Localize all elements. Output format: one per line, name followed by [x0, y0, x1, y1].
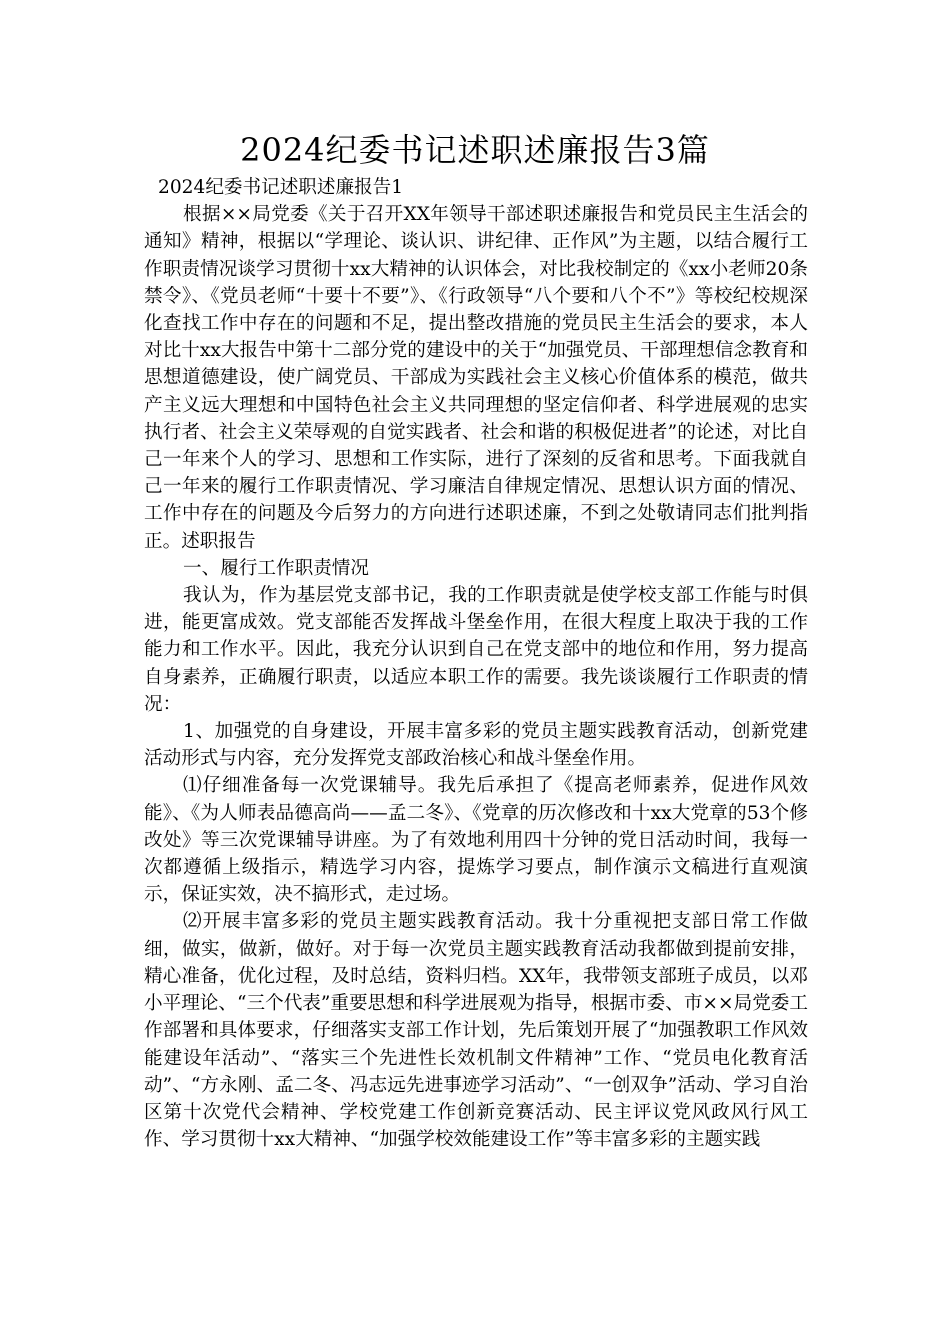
document-body [144, 174, 808, 1153]
paragraph-item-1-1: ⑴仔细准备每一次党课辅导。我先后承担了《提高老师素养，促进作风效能》、《为人师表品德高尚——孟二冬》、《党章的历次修改和十xx大党章的53个修改处》等三次党课辅导讲座。为了有效地利用四十分钟的党日活动时间，我每一次都遵循上级指示，精选学习内容，提炼学习要点，制作演示文稿进行直观演示，保证实效，决不搞形式，走过场。 [144, 775, 808, 906]
paragraph-duties: 我认为，作为基层党支部书记，我的工作职责就是使学校支部工作能与时俱进，能更富成效。党支部能否发挥战斗堡垒作用，在很大程度上取决于我的工作能力和工作水平。因此，我充分认识到自己在党支部中的地位和作用，努力提高自身素养，正确履行职责，以适应本职工作的需要。我先谈谈履行工作职责的情况： [144, 585, 808, 715]
document-title: 2024纪委书记述职述廉报告3篇 [240, 131, 710, 169]
paragraph-item-1-2: ⑵开展丰富多彩的党员主题实践教育活动。我十分重视把支部日常工作做细，做实，做新，做好。对于每一次党员主题实践教育活动我都做到提前安排，精心准备，优化过程，及时总结，资料归档。XX年，我带领支部班子成员，以邓小平理论、“三个代表”重要思想和科学进展观为指导，根据市委、市××局党委工作部署和具体要求，仔细落实支部工作计划，先后策划开展了“加强教职工作风效能建设年活动”、“落实三个先进性长效机制文件精神”工作、“党员电化教育活动”、“方永刚、孟二冬、冯志远先进事迹学习活动”、“一创双争”活动、学习自治区第十次党代会精神、学校党建工作创新竞赛活动、民主评议党风政风行风工作、学习贯彻十xx大精神、“加强学校效能建设工作”等丰富多彩的主题实践 [144, 911, 808, 1151]
report-subtitle: 2024纪委书记述职述廉报告1 [158, 177, 404, 198]
paragraph-item-1: 1、加强党的自身建设，开展丰富多彩的党员主题实践教育活动，创新党建活动形式与内容，充分发挥党支部政治核心和战斗堡垒作用。 [144, 721, 808, 770]
section-heading-duties: 一、履行工作职责情况 [183, 557, 369, 579]
paragraph-intro: 根据××局党委《关于召开XX年领导干部述职述廉报告和党员民主生活会的通知》精神，根据以“学理论、谈认识、讲纪律、正作风”为主题，以结合履行工作职责情况谈学习贯彻十xx大精神的认识体会，对比我校制定的《xx小老师20条禁令》、《党员老师“十要十不要”》、《行政领导“八个要和八个不”》等校纪校规深化查找工作中存在的问题和不足，提出整改措施的党员民主生活会的要求，本人对比十xx大报告中第十二部分党的建设中的关于“加强党员、干部理想信念教育和思想道德建设，使广阔党员、干部成为实践社会主义核心价值体系的模范，做共产主义远大理想和中国特色社会主义共同理想的坚定信仰者、科学进展观的忠实执行者、社会主义荣辱观的自觉实践者、社会和谐的积极促进者”的论述，对比自己一年来个人的学习、思想和工作实际，进行了深刻的反省和思考。下面我就自己一年来的履行工作职责情况、学习廉洁自律规定情况、思想认识方面的情况、工作中存在的问题及今后努力的方向进行述职述廉，不到之处敬请同志们批判指正。述职报告 [144, 204, 808, 552]
